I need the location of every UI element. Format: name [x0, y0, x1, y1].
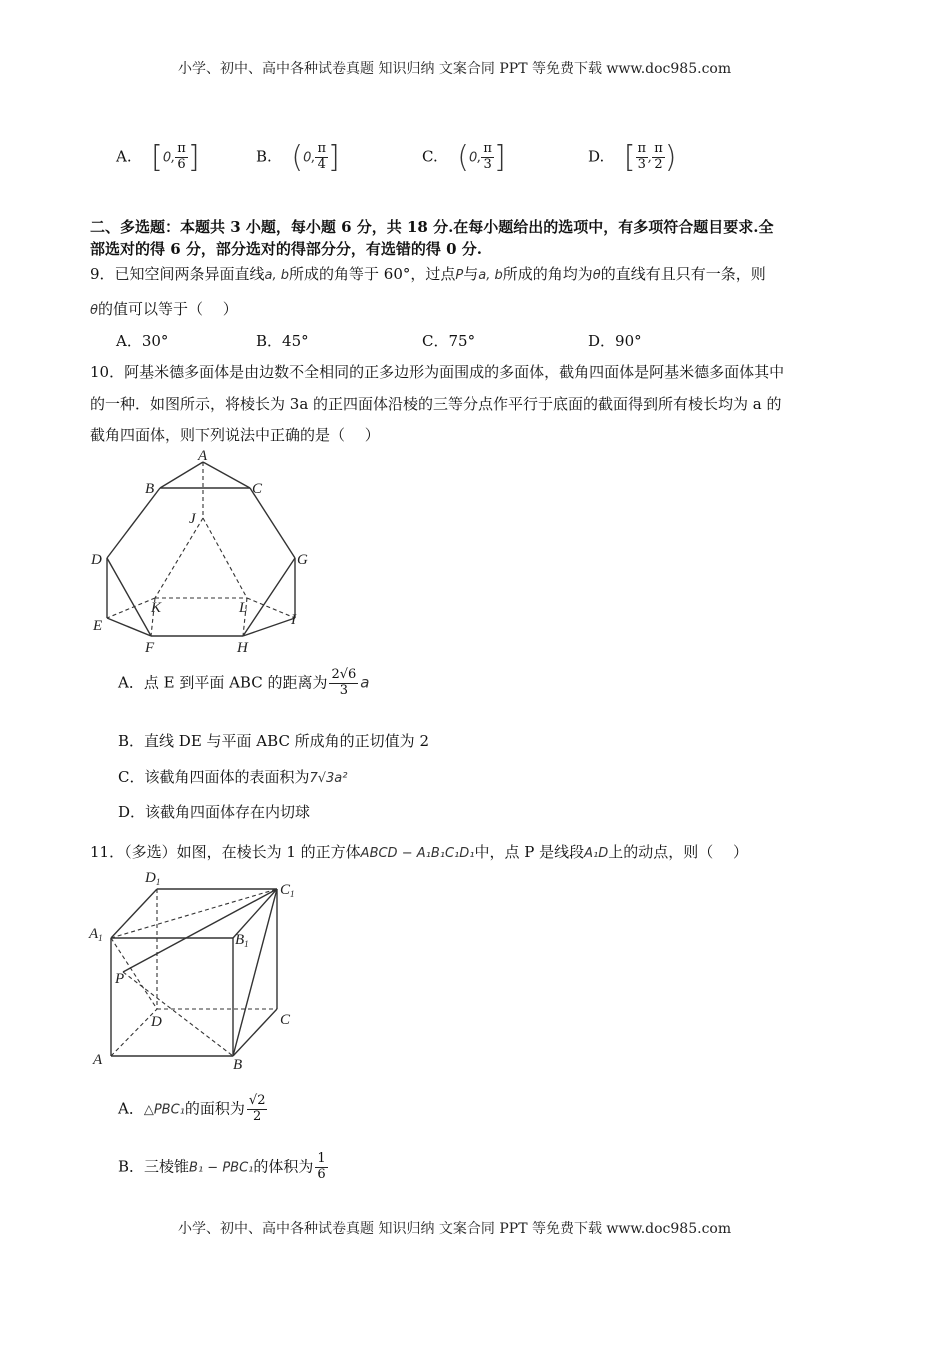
vertex-label-k: K [151, 600, 162, 616]
edge-ab [160, 462, 203, 488]
vertex-label-a: A [198, 448, 208, 464]
vertex-label-c: C [252, 481, 263, 497]
q10-stem-line1: 10．阿基米德多面体是由边数不全相同的正多边形为面围成的多面体，截角四面体是阿基米德多面体其中 [90, 363, 785, 381]
section-heading-line1: 二、多选题：本题共 3 小题，每小题 6 分，共 18 分.在每小题给出的选项中，有多项符合题目要求.全 [90, 218, 774, 236]
truncated-tetrahedron-figure [85, 448, 315, 658]
vertex-label-f: F [145, 640, 155, 656]
vertex-label-d1: $D_1$ [145, 870, 161, 887]
q8-option-b[interactable]: B. (0, $\frac{\pi}{4}$ ] [256, 140, 340, 175]
option-label: A. [116, 147, 132, 166]
vertex-label-e: E [93, 618, 103, 634]
q9-option-b[interactable]: B．45° [256, 332, 309, 350]
q11-option-a[interactable]: A．△PBC₁的面积为 $\frac{√2}{2}$ [118, 1093, 266, 1124]
q10-stem-line2: 的一种．如图所示，将棱长为 3a 的正四面体沿棱的三等分点作平行于底面的截面得到所有棱长均为 a 的 [90, 395, 782, 413]
vertex-label-b1: $B_1$ [235, 932, 249, 949]
page-header: 小学、初中、高中各种试卷真题 知识归纳 文案合同 PPT 等免费下载 www.doc985.com [178, 61, 732, 77]
vertex-label-g: G [297, 552, 308, 568]
vertex-label-j: J [189, 511, 196, 527]
cube-figure [85, 864, 315, 1074]
edge-df [107, 558, 151, 636]
edge-ef [107, 618, 151, 636]
q10-option-d[interactable]: D．该截角四面体存在内切球 [118, 803, 311, 821]
q9-option-a[interactable]: A．30° [116, 332, 169, 350]
segment-a1c1 [111, 889, 277, 938]
q10-stem-line3: 截角四面体，则下列说法中正确的是（ ） [90, 426, 380, 444]
q9-stem-line2: θ的值可以等于（ ） [90, 300, 238, 318]
q8-option-d[interactable]: D. [ $\frac{\pi}{3}$ , $\frac{\pi}{2}$ ) [588, 140, 677, 175]
edge-li [247, 598, 295, 618]
vertex-label-i: I [291, 612, 296, 628]
option-label: D. [588, 147, 605, 166]
vertex-label-p: P [115, 971, 125, 987]
edge-cg [250, 488, 295, 558]
edge-ac [203, 462, 250, 488]
vertex-label-c1: $C_1$ [280, 882, 295, 899]
q10-option-c[interactable]: C．该截角四面体的表面积为7√3a² [118, 768, 348, 786]
q11-option-b[interactable]: B．三棱锥B₁ − PBC₁的体积为 $\frac{1}{6}$ [118, 1151, 326, 1182]
page-footer: 小学、初中、高中各种试卷真题 知识归纳 文案合同 PPT 等免费下载 www.doc985.com [178, 1221, 732, 1237]
vertex-label-c: C [280, 1012, 291, 1028]
vertex-label-d: D [151, 1014, 162, 1030]
q10-option-b[interactable]: B．直线 DE 与平面 ABC 所成角的正切值为 2 [118, 732, 429, 750]
q8-option-c[interactable]: C. (0, $\frac{\pi}{3}$ ] [422, 140, 506, 175]
section-heading-line2: 部选对的得 6 分，部分选对的得部分分，有选错的得 0 分. [90, 240, 482, 258]
edge-hi [243, 618, 295, 636]
segment-pb [123, 972, 233, 1056]
q9-option-c[interactable]: C．75° [422, 332, 476, 350]
edge-jl [203, 518, 247, 598]
q9-option-d[interactable]: D．90° [588, 332, 642, 350]
edge-gh [243, 558, 295, 636]
vertex-label-b: B [145, 481, 155, 497]
vertex-label-d: D [91, 552, 102, 568]
option-label: B. [256, 147, 272, 166]
vertex-label-h: H [237, 640, 248, 656]
edge-bd [107, 488, 160, 558]
vertex-label-a1: $A_1$ [89, 926, 103, 943]
vertex-label-a: A [93, 1052, 103, 1068]
q11-stem: 11．（多选）如图，在棱长为 1 的正方体ABCD − A₁B₁C₁D₁中，点 P 是线段A₁D上的动点，则（ ） [90, 843, 749, 861]
edge-jk [155, 518, 203, 598]
q10-option-a[interactable]: A．点 E 到平面 ABC 的距离为 $\frac{2√6}{3}$ a [118, 667, 370, 698]
q9-stem-line1: 9．已知空间两条异面直线a, b所成的角等于 60°，过点P与a, b所成的角均为θ的直线有且只有一条，则 [90, 265, 766, 283]
option-label: C. [422, 147, 438, 166]
vertex-label-l: L [239, 600, 248, 616]
q8-option-a[interactable]: A. [0, $\frac{\pi}{6}$ ] [116, 140, 200, 175]
vertex-label-b: B [233, 1057, 243, 1073]
